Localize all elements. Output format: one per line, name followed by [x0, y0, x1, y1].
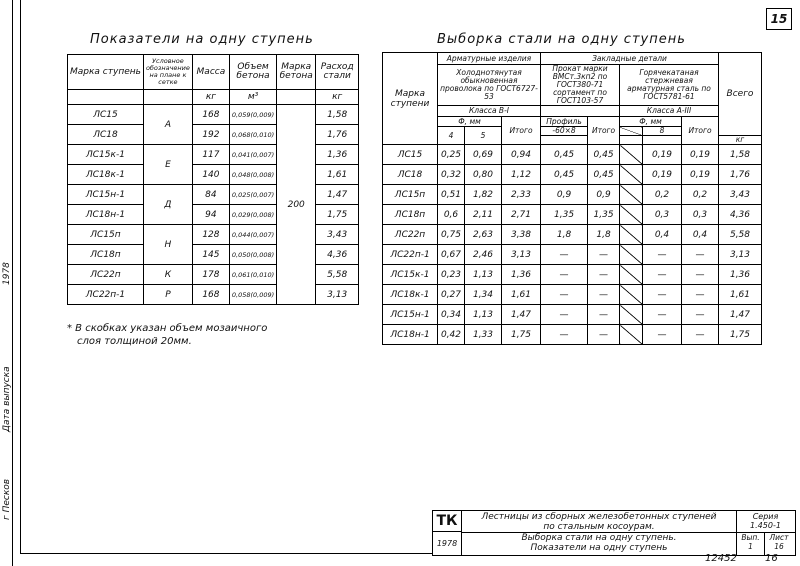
table-row — [383, 265, 762, 285]
cell-blank — [620, 325, 643, 345]
cell-itogo3: 0,3 — [682, 205, 719, 225]
stamp-vyp-value: 1 — [748, 542, 753, 551]
cell-volume: 0,058(0,009) — [229, 285, 276, 305]
cell-d4: 0,51 — [438, 185, 465, 205]
col-header-blank3 — [620, 136, 643, 145]
cell-mark: ЛС18 — [383, 165, 438, 185]
cell-itogo3: 0,19 — [682, 145, 719, 165]
col-header-phi: Ф, мм — [438, 117, 502, 127]
cell-itogo3: 0,2 — [682, 185, 719, 205]
table-row — [68, 205, 359, 225]
table-row — [383, 225, 762, 245]
cell-steel: 1,36 — [316, 145, 359, 165]
cell-d5: 1,33 — [465, 325, 502, 345]
table-row — [383, 245, 762, 265]
cell-itogo2: — — [588, 245, 620, 265]
margin-line — [12, 0, 13, 566]
cell-d8: — — [643, 265, 682, 285]
col-header-volume: Объем бетона — [229, 55, 276, 90]
cell-profile: — — [541, 245, 588, 265]
bottom-page: 16 — [765, 553, 778, 564]
cell-volume: 0,050(0,008) — [229, 245, 276, 265]
footnote-line2: слоя толщиной 20мм. — [77, 336, 192, 347]
cell-blank — [620, 185, 643, 205]
cell-d5: 2,11 — [465, 205, 502, 225]
cell-itogo1: 1,47 — [502, 305, 541, 325]
cell-group: Н — [143, 225, 192, 265]
col-header-mark: Марка ступень — [68, 55, 144, 90]
cell-itogo3: — — [682, 285, 719, 305]
col-header-blank2 — [541, 136, 588, 145]
cell-mark: ЛС22п — [383, 225, 438, 245]
cell-mark: ЛС22п — [68, 265, 144, 285]
stamp-list-label: Лист — [769, 533, 789, 542]
cell-d5: 0,80 — [465, 165, 502, 185]
cell-mass: 168 — [192, 105, 229, 125]
stamp-vyp-label: Вып. — [741, 533, 760, 542]
cell-itogo1: 2,33 — [502, 185, 541, 205]
cell-itogo1: 3,38 — [502, 225, 541, 245]
table-row — [383, 145, 762, 165]
table-row — [383, 305, 762, 325]
col-header-profile-size: -60×8 — [541, 127, 588, 136]
cell-blank — [620, 145, 643, 165]
cell-mark: ЛС18п — [68, 245, 144, 265]
cell-blank — [620, 265, 643, 285]
cell-group: Д — [143, 185, 192, 225]
cell-steel: 1,47 — [316, 185, 359, 205]
cell-itogo2: 1,8 — [588, 225, 620, 245]
cell-itogo2: 0,9 — [588, 185, 620, 205]
cell-profile: — — [541, 325, 588, 345]
cell-blank — [620, 285, 643, 305]
col-header-zakl: Закладные детали — [541, 53, 719, 65]
stamp-title-line1: Лестницы из сборных железобетонных ступеней — [481, 512, 717, 522]
table-row — [383, 325, 762, 345]
col-header-symbol: Условное обозначение на плане к сетке — [143, 55, 192, 90]
cell-itogo1: 2,71 — [502, 205, 541, 225]
col-header-mark: Марка ступени — [383, 53, 438, 145]
cell-itogo3: 0,4 — [682, 225, 719, 245]
cell-itogo1: 0,94 — [502, 145, 541, 165]
cell-itogo1: 1,12 — [502, 165, 541, 185]
cell-d5: 2,46 — [465, 245, 502, 265]
unit-cell — [68, 90, 144, 105]
cell-itogo3: — — [682, 245, 719, 265]
cell-itogo1: 3,13 — [502, 245, 541, 265]
col-header-phi2: Ф, мм — [620, 117, 682, 127]
table-row — [383, 185, 762, 205]
cell-mass: 178 — [192, 265, 229, 285]
stamp-series — [738, 512, 793, 530]
cell-volume: 0,061(0,010) — [229, 265, 276, 285]
table-row — [383, 205, 762, 225]
indicators-table — [67, 54, 359, 305]
cell-d5: 0,69 — [465, 145, 502, 165]
cell-steel: 4,36 — [316, 245, 359, 265]
cell-itogo3: — — [682, 325, 719, 345]
cell-itogo1: 1,61 — [502, 285, 541, 305]
cell-mass: 84 — [192, 185, 229, 205]
stamp-subtitle — [463, 533, 735, 553]
cell-steel: 1,58 — [316, 105, 359, 125]
stamp-list-value: 16 — [774, 542, 784, 551]
margin-date-label: Дата выпуска — [2, 366, 12, 432]
table-row — [68, 225, 359, 245]
cell-mark: ЛС15 — [68, 105, 144, 125]
cell-itogo3: — — [682, 265, 719, 285]
cell-profile: 1,8 — [541, 225, 588, 245]
stamp-title-line2: по стальным косоурам. — [543, 522, 655, 532]
cell-profile: 0,45 — [541, 165, 588, 185]
page-number: 15 — [766, 8, 792, 30]
cell-profile: — — [541, 265, 588, 285]
cell-itogo1: 1,75 — [502, 325, 541, 345]
col-header-prokat: Прокат марки ВМСт.3кп2 по ГОСТ380-71 сортамент по ГОСТ103-57 — [541, 65, 620, 106]
cell-mark: ЛС18н-1 — [68, 205, 144, 225]
cell-mark: ЛС15п — [383, 185, 438, 205]
col-header-steel: Расход стали — [316, 55, 359, 90]
unit-cell — [277, 90, 316, 105]
cell-d4: 0,34 — [438, 305, 465, 325]
cell-d8: 0,2 — [643, 185, 682, 205]
cell-steel: 1,61 — [316, 165, 359, 185]
cell-profile: — — [541, 285, 588, 305]
cell-d5: 1,13 — [465, 305, 502, 325]
cell-d5: 1,82 — [465, 185, 502, 205]
cell-d8: 0,4 — [643, 225, 682, 245]
cell-d4: 0,67 — [438, 245, 465, 265]
cell-itogo2: — — [588, 285, 620, 305]
table-row — [383, 285, 762, 305]
stamp-sub-line2: Показатели на одну ступень — [530, 543, 668, 553]
table-row — [68, 245, 359, 265]
table-row — [68, 105, 359, 125]
cell-blank — [620, 205, 643, 225]
cell-volume: 0,059(0,009) — [229, 105, 276, 125]
cell-mass: 168 — [192, 285, 229, 305]
cell-d5: 1,13 — [465, 265, 502, 285]
cell-d8: — — [643, 245, 682, 265]
cell-d4: 0,6 — [438, 205, 465, 225]
frame-left-line — [20, 0, 21, 554]
cell-itogo3: 0,19 — [682, 165, 719, 185]
cell-group: Е — [143, 145, 192, 185]
cell-steel: 3,43 — [316, 225, 359, 245]
cell-volume: 0,044(0,007) — [229, 225, 276, 245]
cell-d4: 0,42 — [438, 325, 465, 345]
cell-total: 4,36 — [719, 205, 762, 225]
col-header-blank4 — [643, 136, 682, 145]
col-header-d8: 8 — [643, 127, 682, 136]
cell-total: 5,58 — [719, 225, 762, 245]
col-header-class-b: Класса В-I — [438, 106, 541, 117]
cell-d4: 0,25 — [438, 145, 465, 165]
col-header-profile: Профиль — [541, 117, 588, 127]
cell-steel: 1,76 — [316, 125, 359, 145]
cell-total: 1,36 — [719, 265, 762, 285]
stamp-tk: ТК — [433, 511, 462, 532]
cell-steel: 1,75 — [316, 205, 359, 225]
col-header-prokat-blank — [541, 106, 620, 117]
cell-mark: ЛС18к-1 — [383, 285, 438, 305]
cell-total: 3,13 — [719, 245, 762, 265]
cell-mark: ЛС18 — [68, 125, 144, 145]
cell-d5: 2,63 — [465, 225, 502, 245]
col-header-class-a: Класса А-III — [620, 106, 719, 117]
table-row — [68, 265, 359, 285]
cell-mark: ЛС15п — [68, 225, 144, 245]
table-row — [68, 285, 359, 305]
col-header-itogo2: Итого — [588, 117, 620, 145]
left-table-title: Показатели на одну ступень — [90, 32, 314, 47]
cell-mark: ЛС15 — [383, 145, 438, 165]
steel-selection-table — [382, 52, 762, 345]
cell-blank — [620, 305, 643, 325]
cell-mass: 117 — [192, 145, 229, 165]
cell-mark: ЛС18н-1 — [383, 325, 438, 345]
cell-d8: 0,19 — [643, 145, 682, 165]
title-block — [432, 510, 796, 556]
col-header-concrete: Марка бетона — [277, 55, 316, 90]
cell-profile: 0,9 — [541, 185, 588, 205]
col-header-d4: 4 — [438, 127, 465, 145]
cell-group: Р — [143, 285, 192, 305]
cell-d4: 0,27 — [438, 285, 465, 305]
stamp-list — [765, 533, 793, 551]
col-header-itogo1: Итого — [502, 117, 541, 145]
col-header-rod: Горячекатаная стержневая арматурная сталь по ГОСТ5781-61 — [620, 65, 719, 106]
table-row — [68, 145, 359, 165]
cell-itogo2: 0,45 — [588, 165, 620, 185]
col-header-itogo3: Итого — [682, 117, 719, 145]
cell-mark: ЛС15н-1 — [68, 185, 144, 205]
cell-mark: ЛС18к-1 — [68, 165, 144, 185]
table-row — [383, 165, 762, 185]
cell-d4: 0,75 — [438, 225, 465, 245]
cell-concrete-grade: 200 — [277, 105, 316, 305]
right-table-title: Выборка стали на одну ступень — [437, 32, 686, 47]
cell-volume: 0,029(0,008) — [229, 205, 276, 225]
cell-mark: ЛС22п-1 — [383, 245, 438, 265]
cell-steel: 5,58 — [316, 265, 359, 285]
cell-itogo2: — — [588, 325, 620, 345]
cell-mass: 145 — [192, 245, 229, 265]
col-header-blank — [620, 127, 643, 136]
cell-itogo2: 0,45 — [588, 145, 620, 165]
cell-volume: 0,068(0,010) — [229, 125, 276, 145]
footnote-line1: * В скобках указан объем мозаичного — [67, 323, 268, 334]
cell-d5: 1,34 — [465, 285, 502, 305]
cell-d4: 0,32 — [438, 165, 465, 185]
cell-itogo1: 1,36 — [502, 265, 541, 285]
cell-d8: 0,3 — [643, 205, 682, 225]
unit-cell: кг — [192, 90, 229, 105]
cell-blank — [620, 165, 643, 185]
cell-d4: 0,23 — [438, 265, 465, 285]
cell-group: К — [143, 265, 192, 285]
col-header-total: Всего — [719, 53, 762, 136]
cell-volume: 0,048(0,008) — [229, 165, 276, 185]
footnote — [67, 322, 267, 348]
unit-cell — [143, 90, 192, 105]
col-header-wire: Холоднотянутая обыкновенная проволока по ГОСТ6727-53 — [438, 65, 541, 106]
col-header-kg: кг — [719, 136, 762, 145]
stamp-title — [463, 512, 735, 532]
cell-mark: ЛС22п-1 — [68, 285, 144, 305]
stamp-sub-line1: Выборка стали на одну ступень. — [521, 533, 677, 543]
cell-d8: — — [643, 325, 682, 345]
cell-blank — [620, 245, 643, 265]
cell-mark: ЛС18п — [383, 205, 438, 225]
bottom-line — [20, 553, 432, 554]
cell-blank — [620, 225, 643, 245]
stamp-year: 1978 — [433, 532, 462, 555]
cell-group: А — [143, 105, 192, 145]
cell-total: 1,75 — [719, 325, 762, 345]
cell-profile: — — [541, 305, 588, 325]
cell-mass: 128 — [192, 225, 229, 245]
col-header-mass: Масса — [192, 55, 229, 90]
bottom-code: 12452 — [705, 553, 737, 564]
cell-profile: 0,45 — [541, 145, 588, 165]
cell-profile: 1,35 — [541, 205, 588, 225]
table-row — [68, 185, 359, 205]
cell-total: 1,76 — [719, 165, 762, 185]
cell-volume: 0,041(0,007) — [229, 145, 276, 165]
col-header-arm: Арматурные изделия — [438, 53, 541, 65]
cell-mass: 192 — [192, 125, 229, 145]
cell-d8: 0,19 — [643, 165, 682, 185]
col-header-d5: 5 — [465, 127, 502, 145]
cell-total: 1,47 — [719, 305, 762, 325]
stamp-series-label: Серия — [752, 512, 779, 521]
cell-itogo2: 1,35 — [588, 205, 620, 225]
stamp-vyp — [737, 533, 764, 551]
cell-d8: — — [643, 305, 682, 325]
cell-total: 1,61 — [719, 285, 762, 305]
cell-itogo2: — — [588, 305, 620, 325]
cell-steel: 3,13 — [316, 285, 359, 305]
cell-d8: — — [643, 285, 682, 305]
table-row — [68, 165, 359, 185]
cell-mark: ЛС15к-1 — [68, 145, 144, 165]
cell-mark: ЛС15н-1 — [383, 305, 438, 325]
unit-cell: м³ — [229, 90, 276, 105]
margin-year: 1978 — [2, 262, 12, 285]
table-row — [68, 125, 359, 145]
margin-signature: г Песков — [2, 478, 12, 520]
cell-total: 3,43 — [719, 185, 762, 205]
cell-mass: 140 — [192, 165, 229, 185]
unit-cell: кг — [316, 90, 359, 105]
cell-mass: 94 — [192, 205, 229, 225]
cell-volume: 0,025(0,007) — [229, 185, 276, 205]
stamp-series-value: 1.450-1 — [750, 521, 781, 530]
cell-itogo2: — — [588, 265, 620, 285]
cell-mark: ЛС15к-1 — [383, 265, 438, 285]
cell-itogo3: — — [682, 305, 719, 325]
cell-total: 1,58 — [719, 145, 762, 165]
